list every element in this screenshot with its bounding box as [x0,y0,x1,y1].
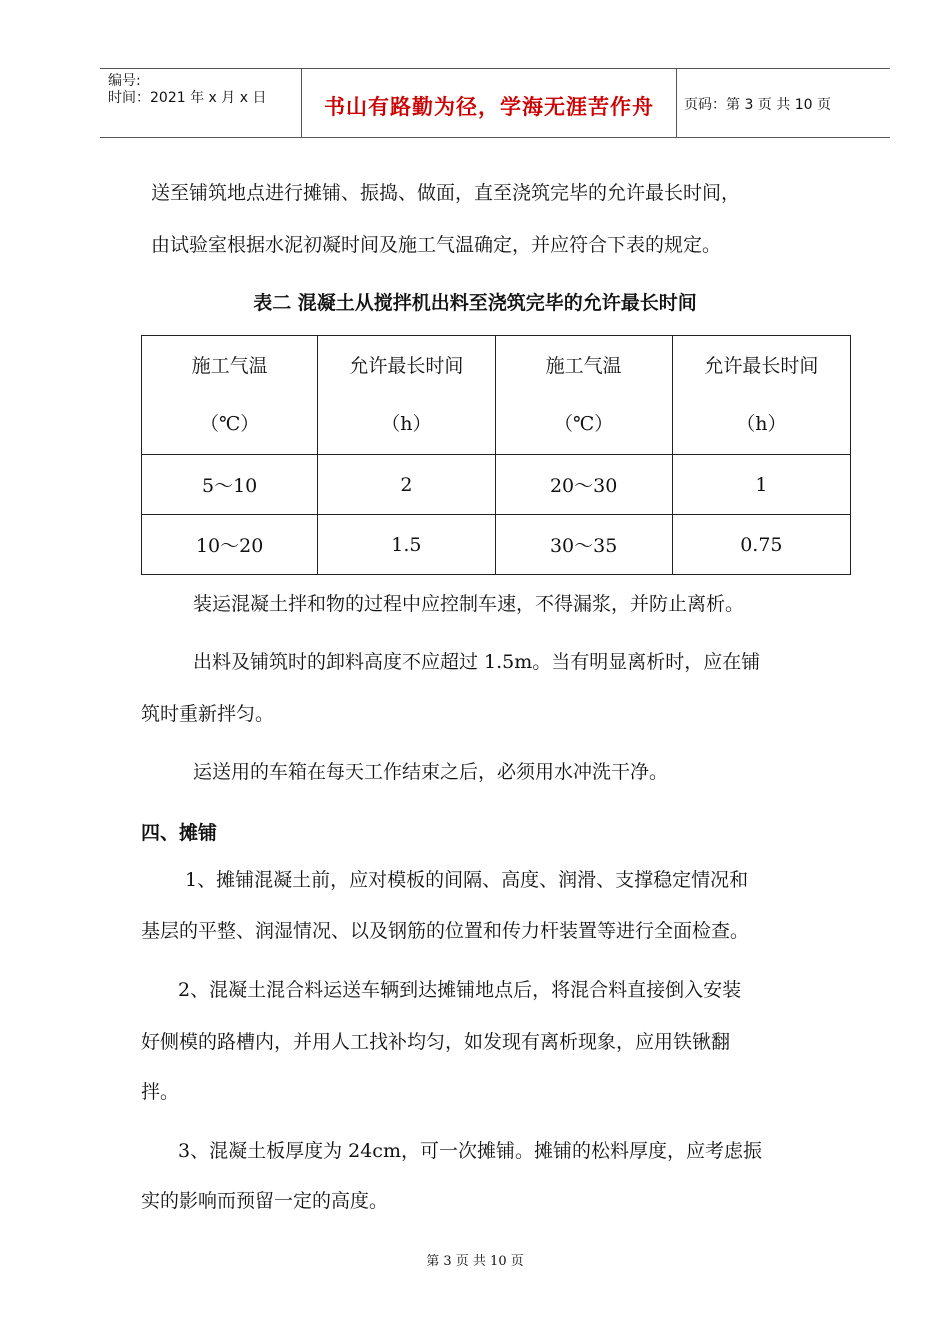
header-page-info: 页码：第 3 页 共 10 页 [684,97,831,113]
header-text: 施工气温 [191,355,268,377]
temperature-time-table [141,335,851,575]
table-header-cell [672,336,850,455]
serial-number-label: 编号: [108,73,141,89]
header-unit: （℃） [554,413,614,435]
list-item-text: 基层的平整、润湿情况、以及钢筋的位置和传力杆装置等进行全面检查。 [141,920,750,942]
table-cell: 5～10 [142,455,318,515]
list-item-text: 实的影响而预留一定的高度。 [141,1190,389,1212]
header-unit: （℃） [200,413,260,435]
table-cell: 30～35 [495,515,672,575]
date-label: 时间：2021 年 x 月 x 日 [108,90,267,106]
header-text: 施工气温 [545,355,622,377]
table-cell: 20～30 [495,455,672,515]
table-cell: 1.5 [318,515,495,575]
table-row [142,515,851,575]
page-footer: 第 3 页 共 10 页 [426,1254,524,1269]
paragraph: 运送用的车箱在每天工作结束之后，必须用水冲洗干净。 [193,761,669,783]
intro-line: 送至铺筑地点进行摊铺、振捣、做面，直至浇筑完毕的允许最长时间， [151,182,741,204]
list-item-text: 3、混凝土板厚度为 24cm，可一次摊铺。摊铺的松料厚度，应考虑振 [178,1140,762,1162]
header-motto: 书山有路勤为径，学海无涯苦作舟 [324,95,654,119]
table-cell: 2 [318,455,495,515]
list-item-text: 1、摊铺混凝土前，应对模板的间隔、高度、润滑、支撑稳定情况和 [185,869,749,891]
table-cell: 1 [672,455,850,515]
page-header [100,68,890,138]
table-title: 表二 混凝土从搅拌机出料至浇筑完毕的允许最长时间 [253,292,697,314]
table-row [142,455,851,515]
table-cell: 0.75 [672,515,850,575]
table-header-cell [318,336,495,455]
header-text: 允许最长时间 [704,355,819,377]
header-meta [108,73,266,107]
table-header-row [142,336,851,455]
table-header-cell [142,336,318,455]
table-header-cell [495,336,672,455]
paragraph: 装运混凝土拌和物的过程中应控制车速，不得漏浆，并防止离析。 [193,593,745,615]
paragraph: 筑时重新拌匀。 [141,703,275,725]
header-unit: （h） [736,413,787,435]
list-item-text: 好侧模的路槽内，并用人工找补均匀，如发现有离析现象，应用铁锹翻 [141,1031,731,1053]
paragraph: 出料及铺筑时的卸料高度不应超过 1.5m。当有明显离析时，应在铺 [193,651,761,673]
table-cell: 10～20 [142,515,318,575]
header-text: 允许最长时间 [349,355,464,377]
list-item-text: 拌。 [141,1081,180,1103]
header-divider [676,69,677,137]
intro-line: 由试验室根据水泥初凝时间及施工气温确定，并应符合下表的规定。 [151,234,722,256]
header-unit: （h） [381,413,432,435]
list-item-text: 2、混凝土混合料运送车辆到达摊铺地点后，将混合料直接倒入安装 [178,979,742,1001]
section-heading: 四、摊铺 [141,822,218,844]
